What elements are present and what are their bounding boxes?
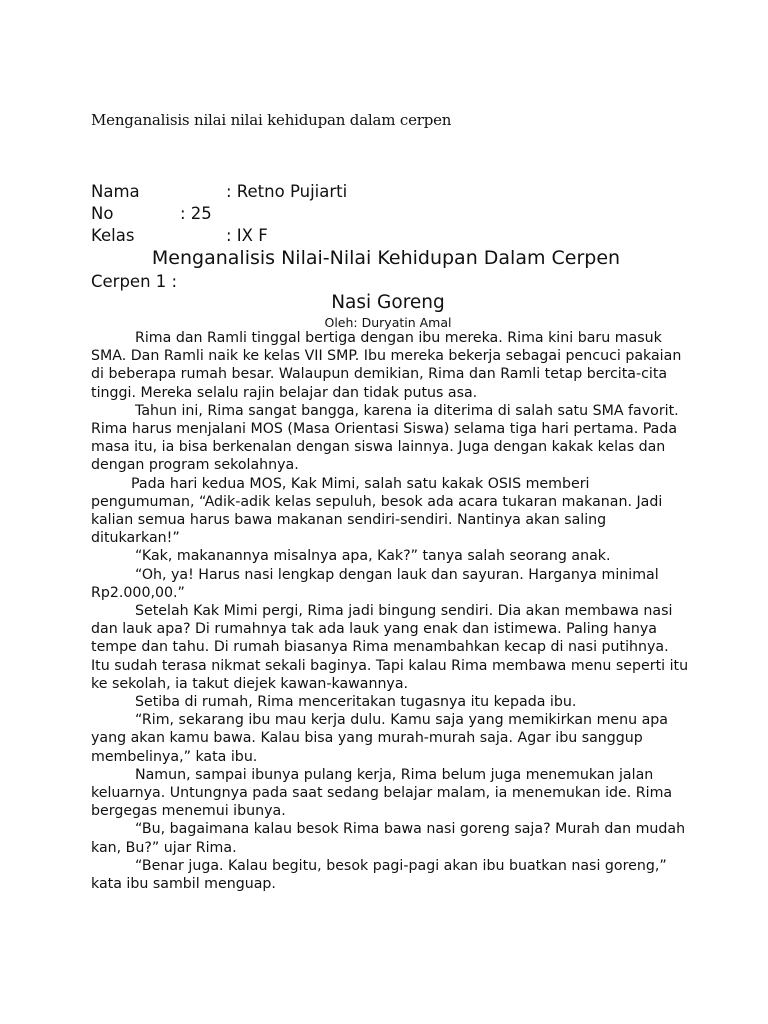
name-value: : Retno Pujiarti [226, 182, 348, 201]
story-paragraph: Pada hari kedua MOS, Kak Mimi, salah satu kakak OSIS memberi pengumuman, “Adik-adik kelas sepuluh, besok ada acara tukaran makanan. Jadi kalian semua harus bawa makanan sendiri-sendiri. Nantinya akan saling ditukarkan!” [91, 475, 663, 547]
story-paragraph: “Bu, bagaimana kalau besok Rima bawa nasi goreng saja? Murah dan mudah kan, Bu?” ujar Rima. [91, 821, 686, 856]
story-paragraph: Setelah Kak Mimi pergi, Rima jadi bingung sendiri. Dia akan membawa nasi dan lauk apa? Di rumahnya tak ada lauk yang enak dan istimewa. Paling hanya tempe dan tahu. Di rumah biasanya Rima menambahkan kecap di nasi putihnya. Itu sudah terasa nikmat sekali baginya. Tapi kalau Rima membawa menu seperti itu ke sekolah, ia takut diejek kawan-kawannya. [91, 603, 689, 692]
identity-name-row [91, 181, 491, 203]
identity-class-row [91, 225, 491, 247]
story-paragraph: Rima dan Ramli tinggal bertiga dengan ibu mereka. Rima kini baru masuk SMA. Dan Ramli naik ke kelas VII SMP. Ibu mereka bekerja sebagai pencuci pakaian di beberapa rumah besar. Walaupun demikian, Rima dan Ramli tetap bercita-cita tinggi. Mereka selalu rajin belajar dan tidak putus asa. [91, 330, 682, 401]
story-paragraph: Namun, sampai ibunya pulang kerja, Rima belum juga menemukan jalan keluarnya. Untungnya pada saat sedang belajar malam, ia menemukan ide. Rima bergegas menemui ibunya. [91, 766, 673, 820]
story-paragraph: “Kak, makanannya misalnya apa, Kak?” tanya salah seorang anak. [135, 548, 611, 565]
no-label: No [91, 204, 114, 223]
class-label: Kelas [91, 226, 135, 245]
story-paragraph: “Benar juga. Kalau begitu, besok pagi-pagi akan ibu buatkan nasi goreng,” kata ibu sambil menguap. [91, 857, 667, 893]
main-heading: Menganalisis Nilai-Nilai Kehidupan Dalam Cerpen [151, 247, 621, 269]
story-paragraph: “Rim, sekarang ibu mau kerja dulu. Kamu saja yang memikirkan menu apa yang akan kamu bawa. Kalau bisa yang murah-murah saja. Agar ibu sanggup membelinya,” kata ibu. [91, 712, 668, 765]
story-paragraph: Setiba di rumah, Rima menceritakan tugasnya itu kepada ibu. [135, 694, 577, 711]
identity-no-row [91, 203, 491, 225]
document-title: Menganalisis nilai nilai kehidupan dalam cerpen [91, 111, 452, 129]
story-author: Oleh: Duryatin Amal [324, 315, 452, 330]
name-label: Nama [91, 182, 140, 201]
story-paragraph: Tahun ini, Rima sangat bangga, karena ia diterima di salah satu SMA favorit. Rima harus menjalani MOS (Masa Orientasi Siswa) selama tiga hari pertama. Pada masa itu, ia bisa berkenalan dengan siswa lainnya. Juga dengan kakak kelas dan dengan program sekolahnya. [91, 402, 679, 474]
class-value: : IX F [226, 226, 268, 245]
story-paragraph: “Oh, ya! Harus nasi lengkap dengan lauk dan sayuran. Harganya minimal Rp2.000,00.” [91, 566, 659, 601]
cerpen-label: Cerpen 1 : [91, 272, 178, 291]
story-title: Nasi Goreng [331, 292, 445, 313]
no-value: : 25 [180, 204, 212, 223]
story-body [91, 329, 691, 893]
